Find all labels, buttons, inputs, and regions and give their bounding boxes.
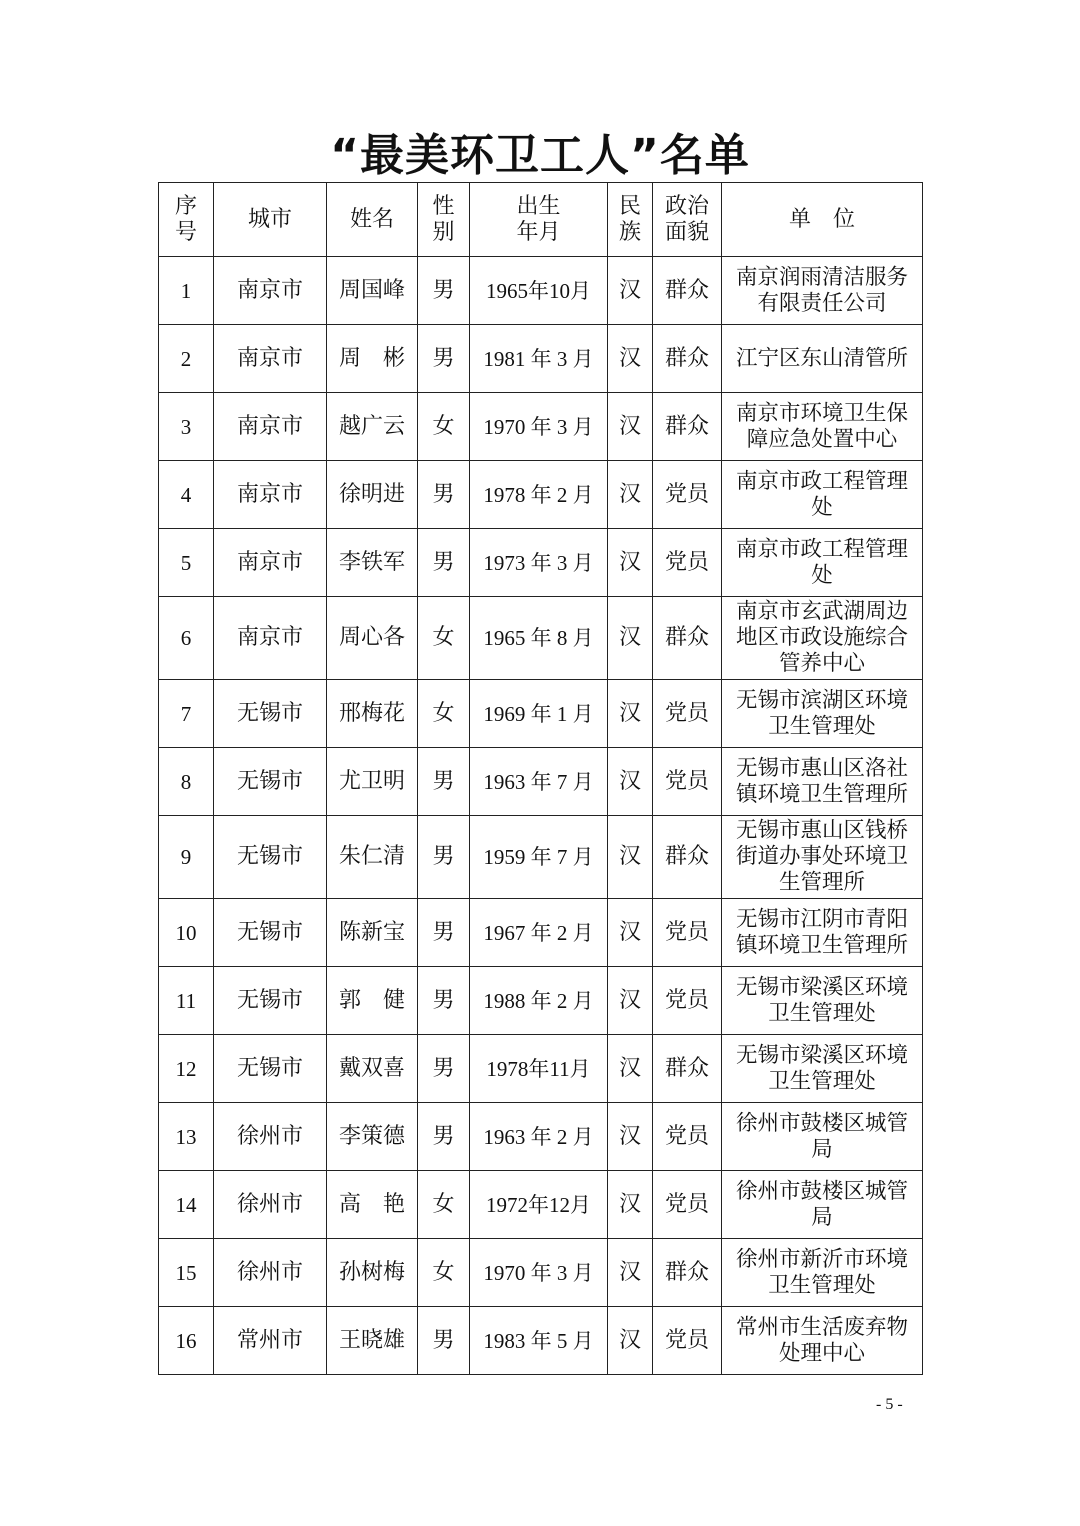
birth-cell: 1963 年 7 月	[470, 748, 608, 816]
seq-cell: 14	[159, 1171, 214, 1239]
name-cell: 王晓雄	[327, 1307, 418, 1375]
seq-header-label: 序 号	[174, 193, 197, 245]
table-row	[159, 325, 923, 393]
table-row	[159, 899, 923, 967]
city-header-label: 城市	[247, 206, 292, 232]
unit-cell: 徐州市鼓楼区城管局	[722, 1103, 923, 1171]
birth-cell: 1970 年 3 月	[470, 1239, 608, 1307]
unit-cell: 南京市政工程管理处	[722, 529, 923, 597]
political-cell: 群众	[653, 1035, 722, 1103]
page-number: - 5 -	[876, 1396, 903, 1413]
ethnicity-cell: 汉	[608, 1239, 653, 1307]
gender-cell: 男	[418, 1035, 470, 1103]
ethnicity-cell: 汉	[608, 597, 653, 680]
table-row	[159, 461, 923, 529]
ethnicity-cell: 汉	[608, 257, 653, 325]
ethnicity-cell: 汉	[608, 1171, 653, 1239]
unit-cell: 江宁区东山清管所	[722, 325, 923, 393]
political-cell: 群众	[653, 393, 722, 461]
seq-cell: 9	[159, 816, 214, 899]
city-cell: 徐州市	[214, 1239, 327, 1307]
ethnicity-cell: 汉	[608, 680, 653, 748]
name-cell: 朱仁清	[327, 816, 418, 899]
name-cell: 郭 健	[327, 967, 418, 1035]
gender-header-label: 性 别	[432, 193, 455, 245]
ethnicity-header	[608, 183, 653, 257]
name-cell: 戴双喜	[327, 1035, 418, 1103]
ethnicity-cell: 汉	[608, 748, 653, 816]
political-cell: 群众	[653, 597, 722, 680]
seq-cell: 11	[159, 967, 214, 1035]
table-header-row	[159, 183, 923, 257]
name-cell: 孙树梅	[327, 1239, 418, 1307]
city-cell: 常州市	[214, 1307, 327, 1375]
birth-cell: 1963 年 2 月	[470, 1103, 608, 1171]
birth-cell: 1973 年 3 月	[470, 529, 608, 597]
seq-cell: 8	[159, 748, 214, 816]
seq-header	[159, 183, 214, 257]
city-cell: 南京市	[214, 393, 327, 461]
political-header-label: 政治 面貌	[664, 193, 709, 245]
page-title: “最美环卫工人”名单	[330, 130, 750, 181]
gender-cell: 男	[418, 1307, 470, 1375]
unit-cell: 无锡市梁溪区环境卫生管理处	[722, 1035, 923, 1103]
political-cell: 党员	[653, 967, 722, 1035]
seq-cell: 16	[159, 1307, 214, 1375]
seq-cell: 12	[159, 1035, 214, 1103]
political-cell: 党员	[653, 461, 722, 529]
ethnicity-cell: 汉	[608, 899, 653, 967]
political-cell: 群众	[653, 1239, 722, 1307]
seq-cell: 10	[159, 899, 214, 967]
gender-cell: 男	[418, 461, 470, 529]
city-cell: 徐州市	[214, 1171, 327, 1239]
city-cell: 南京市	[214, 325, 327, 393]
unit-cell: 南京市环境卫生保障应急处置中心	[722, 393, 923, 461]
ethnicity-cell: 汉	[608, 325, 653, 393]
political-cell: 群众	[653, 325, 722, 393]
gender-cell: 男	[418, 967, 470, 1035]
table-row	[159, 393, 923, 461]
table-row	[159, 1171, 923, 1239]
name-cell: 周国峰	[327, 257, 418, 325]
birth-header-label: 出生 年月	[516, 193, 561, 245]
city-cell: 徐州市	[214, 1103, 327, 1171]
seq-cell: 1	[159, 257, 214, 325]
ethnicity-cell: 汉	[608, 393, 653, 461]
seq-cell: 3	[159, 393, 214, 461]
gender-cell: 女	[418, 680, 470, 748]
unit-cell: 徐州市新沂市环境卫生管理处	[722, 1239, 923, 1307]
name-cell: 周 彬	[327, 325, 418, 393]
unit-cell: 南京市玄武湖周边地区市政设施综合管养中心	[722, 597, 923, 680]
political-cell: 党员	[653, 748, 722, 816]
gender-cell: 男	[418, 257, 470, 325]
gender-cell: 男	[418, 748, 470, 816]
birth-cell: 1965 年 8 月	[470, 597, 608, 680]
unit-cell: 无锡市滨湖区环境卫生管理处	[722, 680, 923, 748]
political-cell: 党员	[653, 1103, 722, 1171]
birth-cell: 1981 年 3 月	[470, 325, 608, 393]
city-cell: 无锡市	[214, 967, 327, 1035]
birth-cell: 1969 年 1 月	[470, 680, 608, 748]
table-row	[159, 967, 923, 1035]
birth-cell: 1972年12月	[470, 1171, 608, 1239]
city-cell: 无锡市	[214, 680, 327, 748]
city-cell: 南京市	[214, 529, 327, 597]
name-header	[327, 183, 418, 257]
ethnicity-cell: 汉	[608, 1035, 653, 1103]
name-cell: 尤卫明	[327, 748, 418, 816]
table-row	[159, 1103, 923, 1171]
gender-cell: 男	[418, 529, 470, 597]
ethnicity-cell: 汉	[608, 816, 653, 899]
gender-cell: 女	[418, 393, 470, 461]
table-row	[159, 1307, 923, 1375]
ethnicity-cell: 汉	[608, 967, 653, 1035]
city-cell: 无锡市	[214, 816, 327, 899]
birth-cell: 1983 年 5 月	[470, 1307, 608, 1375]
ethnicity-header-label: 民 族	[618, 193, 641, 245]
birth-cell: 1967 年 2 月	[470, 899, 608, 967]
unit-header-label: 单 位	[788, 206, 855, 232]
unit-cell: 徐州市鼓楼区城管局	[722, 1171, 923, 1239]
political-cell: 党员	[653, 680, 722, 748]
unit-cell: 无锡市惠山区洛社镇环境卫生管理所	[722, 748, 923, 816]
gender-header	[418, 183, 470, 257]
name-cell: 越广云	[327, 393, 418, 461]
gender-cell: 男	[418, 816, 470, 899]
ethnicity-cell: 汉	[608, 1103, 653, 1171]
city-cell: 无锡市	[214, 899, 327, 967]
name-cell: 李铁军	[327, 529, 418, 597]
political-cell: 群众	[653, 816, 722, 899]
city-header	[214, 183, 327, 257]
gender-cell: 男	[418, 325, 470, 393]
city-cell: 无锡市	[214, 748, 327, 816]
seq-cell: 13	[159, 1103, 214, 1171]
seq-cell: 5	[159, 529, 214, 597]
city-cell: 南京市	[214, 461, 327, 529]
name-cell: 陈新宝	[327, 899, 418, 967]
birth-cell: 1988 年 2 月	[470, 967, 608, 1035]
table-row	[159, 1239, 923, 1307]
table-row	[159, 529, 923, 597]
seq-cell: 2	[159, 325, 214, 393]
gender-cell: 女	[418, 597, 470, 680]
name-header-label: 姓名	[349, 206, 394, 232]
birth-cell: 1965年10月	[470, 257, 608, 325]
worker-roster-table	[158, 182, 923, 1375]
seq-cell: 6	[159, 597, 214, 680]
seq-cell: 4	[159, 461, 214, 529]
table-row	[159, 748, 923, 816]
seq-cell: 7	[159, 680, 214, 748]
city-cell: 南京市	[214, 257, 327, 325]
name-cell: 徐明进	[327, 461, 418, 529]
unit-cell: 无锡市惠山区钱桥街道办事处环境卫生管理所	[722, 816, 923, 899]
name-cell: 高 艳	[327, 1171, 418, 1239]
city-cell: 无锡市	[214, 1035, 327, 1103]
table-row	[159, 680, 923, 748]
political-cell: 党员	[653, 1307, 722, 1375]
city-cell: 南京市	[214, 597, 327, 680]
table-row	[159, 1035, 923, 1103]
ethnicity-cell: 汉	[608, 461, 653, 529]
political-cell: 党员	[653, 899, 722, 967]
birth-cell: 1978 年 2 月	[470, 461, 608, 529]
birth-cell: 1970 年 3 月	[470, 393, 608, 461]
name-cell: 邢梅花	[327, 680, 418, 748]
unit-cell: 常州市生活废弃物处理中心	[722, 1307, 923, 1375]
birth-header	[470, 183, 608, 257]
political-cell: 群众	[653, 257, 722, 325]
table-row	[159, 257, 923, 325]
gender-cell: 女	[418, 1171, 470, 1239]
name-cell: 周心各	[327, 597, 418, 680]
birth-cell: 1959 年 7 月	[470, 816, 608, 899]
gender-cell: 男	[418, 899, 470, 967]
birth-cell: 1978年11月	[470, 1035, 608, 1103]
ethnicity-cell: 汉	[608, 1307, 653, 1375]
seq-cell: 15	[159, 1239, 214, 1307]
political-cell: 党员	[653, 1171, 722, 1239]
table-row	[159, 597, 923, 680]
table-body	[159, 257, 923, 1375]
political-header	[653, 183, 722, 257]
unit-cell: 南京润雨清洁服务有限责任公司	[722, 257, 923, 325]
unit-cell: 南京市政工程管理处	[722, 461, 923, 529]
unit-cell: 无锡市梁溪区环境卫生管理处	[722, 967, 923, 1035]
table-row	[159, 816, 923, 899]
unit-header	[722, 183, 923, 257]
political-cell: 党员	[653, 529, 722, 597]
gender-cell: 男	[418, 1103, 470, 1171]
ethnicity-cell: 汉	[608, 529, 653, 597]
unit-cell: 无锡市江阴市青阳镇环境卫生管理所	[722, 899, 923, 967]
name-cell: 李策德	[327, 1103, 418, 1171]
gender-cell: 女	[418, 1239, 470, 1307]
